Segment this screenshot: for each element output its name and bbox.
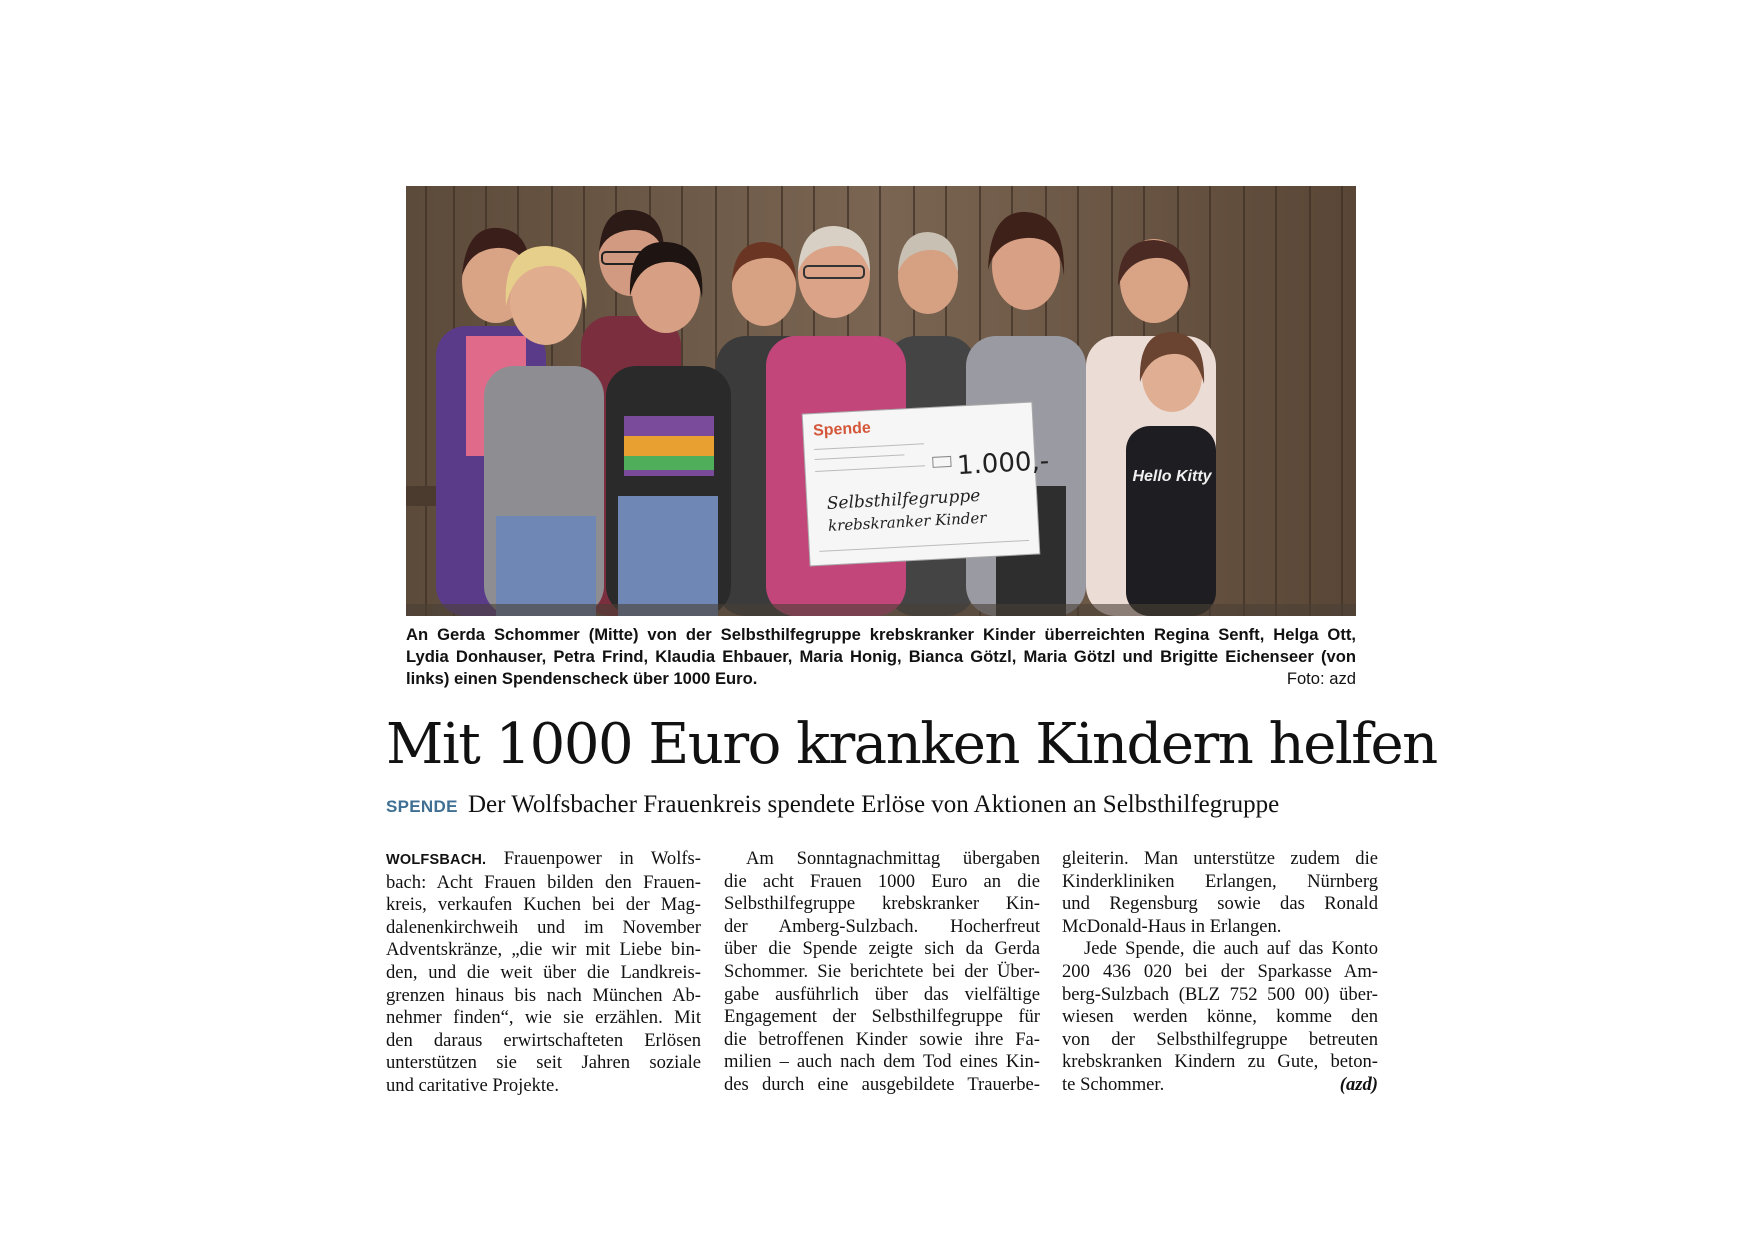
body-line: wiesen werden könne, komme den [1062,1006,1378,1028]
body-line: unterstützen sie seit Jahren soziale [386,1052,701,1074]
body-line: Jede Spende, die auch auf das Konto [1084,938,1378,960]
photo-credit: Foto: azd [1286,669,1356,688]
subheadline-text: Der Wolfsbacher Frauenkreis spendete Erlöse von Aktionen an Selbsthilfegruppe [467,791,1280,818]
shirt-print: Hello Kitty [1132,468,1212,485]
subheadline [386,790,1406,822]
body-line: über die Spende zeigte sich da Gerda [724,938,1040,960]
body-line: und caritative Projekte. [386,1074,559,1096]
body-line: Adventskränze, „die wir mit Liebe bin- [386,939,701,961]
check-recipient-line1: Selbsthilfegruppe [826,485,981,514]
body-line: kreis, verkaufen Kuchen bei der Mag- [386,894,701,916]
body-line: den, und die weit über die Landkreis- [386,961,701,983]
body-line: Am Sonntagnachmittag übergaben [746,848,1040,869]
body-line: berg-Sulzbach (BLZ 752 500 00) über- [1062,983,1378,1005]
photo-caption [406,624,1356,690]
body-column-2 [724,848,1040,1097]
donation-check [802,402,1053,566]
headline: Mit 1000 Euro kranken Kindern helfen [386,712,1437,777]
body-line: gleiterin. Man unterstütze zudem die [1062,848,1378,869]
article-photo [406,186,1356,616]
body-line: die betroffenen Kinder sowie ihre Fa- [724,1028,1040,1050]
body-line: grenzen hinaus bis nach München Ab- [386,984,701,1006]
author-tag: (azd) [1339,1073,1378,1095]
body-column-1 [386,848,701,1098]
group-photo-illustration [406,186,1356,616]
body-line: 200 436 020 bei der Sparkasse Am- [1062,960,1378,982]
body-line: von der Selbsthilfegruppe betreuten [1062,1028,1378,1050]
body-line: milien – auch nach dem Tod eines Kin- [724,1051,1040,1073]
body-line: Schommer. Sie berichtete bei der Über- [724,960,1040,982]
body-line: der Amberg-Sulzbach. Hocherfreut [724,915,1040,937]
body-column-3 [1062,848,1378,1097]
body-line: des durch eine ausgebildete Trauerbe- [724,1073,1040,1095]
caption-line: An Gerda Schommer (Mitte) von der Selbsthilfegruppe krebskranker Kinder überreichten Regina Senft, Helga Ott, [406,625,1356,644]
check-recipient-line2: krebskranker Kinder [827,508,987,535]
body-line: krebskranken Kindern zu Gute, beton- [1062,1051,1378,1073]
body-line: McDonald-Haus in Erlangen. [1062,915,1282,937]
body-line: den daraus erwirtschafteten Erlösen [386,1029,701,1051]
check-title: Spende [812,419,872,440]
check-amount: 1.000,- [956,446,1050,482]
caption-line: Lydia Donhauser, Petra Frind, Klaudia Ehbauer, Maria Honig, Bianca Götzl, Maria Götzl und Brigitte Eichenseer (von [406,647,1356,666]
caption-line: links) einen Spendenscheck über 1000 Euro. [406,669,758,688]
body-line: Selbsthilfegruppe krebskranker Kin- [724,893,1040,915]
body-line: Kinderkliniken Erlangen, Nürnberg [1062,870,1378,892]
kicker-label: SPENDE [386,797,458,816]
dateline: WOLFSBACH. [386,852,487,868]
body-line: gabe ausführlich über das vielfältige [724,983,1040,1005]
body-line: bach: Acht Frauen bilden den Frauen- [386,871,701,893]
body-line: te Schommer. (azd) [1062,1073,1378,1095]
body-line: Engagement der Selbsthilfegruppe für [724,1006,1040,1028]
body-line: dalenenkirchweih und im November [386,916,701,938]
body-line: die acht Frauen 1000 Euro an die [724,870,1040,892]
body-line: nehmer finden“, wie sie erzählen. Mit [386,1007,701,1029]
body-line: und Regensburg sowie das Ronald [1062,893,1378,915]
body-line: WOLFSBACH. Frauenpower in Wolfs- [386,848,701,869]
